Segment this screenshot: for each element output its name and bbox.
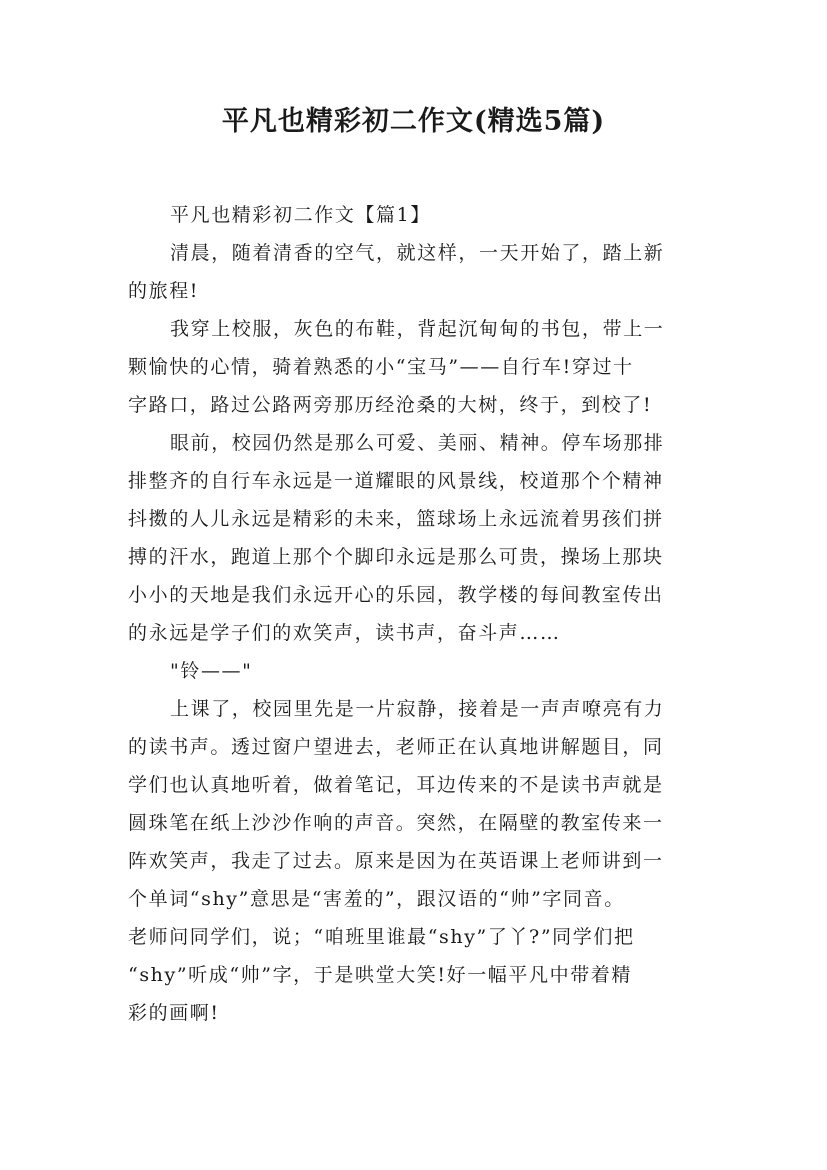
text-line: 老师问同学们，说；“咱班里谁最“shy”了丫?”同学们把 — [128, 926, 635, 948]
text-line: 眼前，校园仍然是那么可爱、美丽、精神。停车场那排 — [170, 432, 665, 454]
text-line: 颗愉快的心情，骑着熟悉的小“宝马”——自行车!穿过十 — [128, 356, 634, 378]
text-line: 搏的汗水，跑道上那个个脚印永远是那么可贵，操场上那块 — [128, 546, 664, 568]
text-line: 清晨，随着清香的空气，就这样，一天开始了，踏上新 — [170, 242, 665, 264]
section-heading: 平凡也精彩初二作文【篇1】 — [170, 204, 431, 226]
text-line: 我穿上校服，灰色的布鞋，背起沉甸甸的书包，带上一 — [170, 318, 665, 340]
text-line: 小小的天地是我们永远开心的乐园，教学楼的每间教室传出 — [128, 584, 664, 606]
text-line: "铃——" — [170, 660, 253, 682]
text-line: 排整齐的自行车永远是一道耀眼的风景线，校道那个个精神 — [128, 470, 664, 492]
text-line: “shy”听成“帅”字，于是哄堂大笑!好一幅平凡中带着精 — [128, 964, 633, 986]
text-line: 抖擞的人儿永远是精彩的未来，篮球场上永远流着男孩们拼 — [128, 508, 664, 530]
text-line: 阵欢笑声，我走了过去。原来是因为在英语课上老师讲到一 — [128, 850, 664, 872]
text-line: 的读书声。透过窗户望进去，老师正在认真地讲解题目，同 — [128, 736, 664, 758]
text-line: 上课了，校园里先是一片寂静，接着是一声声嘹亮有力 — [170, 698, 665, 720]
text-line: 个单词“shy”意思是“害羞的”，跟汉语的“帅”字同音。 — [128, 888, 625, 910]
article-body — [128, 196, 706, 1032]
text-line: 字路口，路过公路两旁那历经沧桑的大树，终于，到校了! — [128, 394, 653, 416]
text-line: 彩的画啊! — [128, 1002, 220, 1024]
text-line: 学们也认真地听着，做着笔记，耳边传来的不是读书声就是 — [128, 774, 664, 796]
text-line: 的永远是学子们的欢笑声，读书声，奋斗声…… — [128, 622, 561, 644]
text-line: 圆珠笔在纸上沙沙作响的声音。突然，在隔壁的教室传来一 — [128, 812, 664, 834]
text-line: 的旅程! — [128, 280, 200, 302]
document-title: 平凡也精彩初二作文(精选5篇) — [221, 106, 606, 137]
